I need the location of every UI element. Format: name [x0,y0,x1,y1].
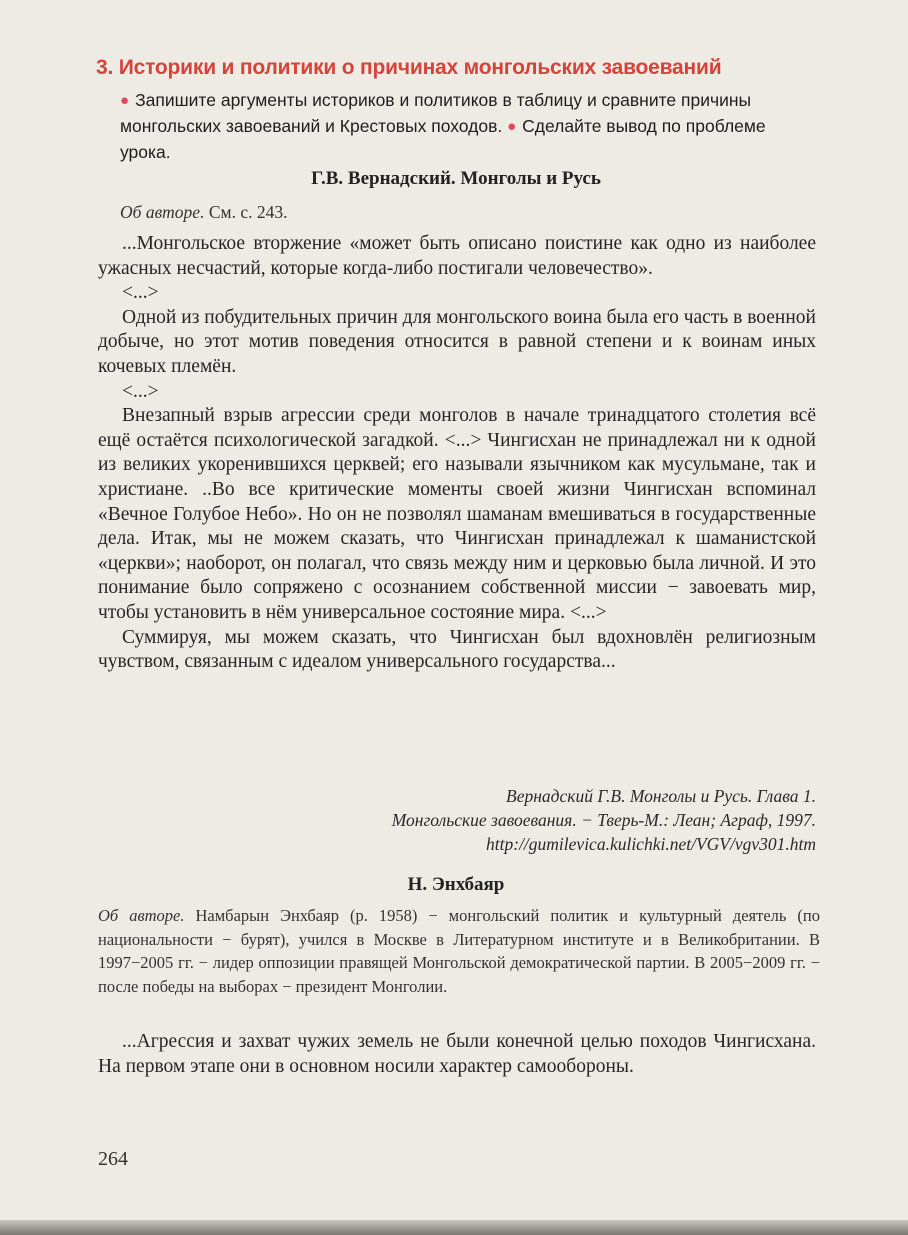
source-line: Монгольские завоевания. − Тверь-М.: Леан; Аграф, 1997. [391,810,816,830]
quote-paragraph: ...Агрессия и захват чужих земель не были конечной целью походов Чингисхана. На первом этапе они в основном носили характер самообороны. [98,1031,816,1077]
task-text-b: Сделайте вывод по проблеме урока. [120,116,766,162]
about-label: Об авторе. [98,906,185,925]
vernadsky-heading: Г.В. Вернадский. Монголы и Русь [311,168,601,189]
enkhbayar-about [98,904,820,998]
vernadsky-source [200,784,816,856]
source-link: http://gumilevica.kulichki.net/VGV/vgv301.htm [486,834,816,854]
page-edge-shadow [0,1220,908,1235]
about-label: Об авторе. [120,202,205,222]
about-text: Намбарын Энхбаяр (р. 1958) − монгольский политик и культурный деятель (по национальности − бурят), учился в Москве в Литературном институте и в Великобритании. В 1997−2005 гг. − лидер оппозиции правящей Монгольской демократической партии. В 2005−2009 гг. − после победы на выборах − президент Монголии. [98,906,820,996]
section-title: 3. Историки и политики о причинах монгольских завоеваний [96,56,722,79]
quote-ellipsis: <...> [122,380,159,402]
quote-ellipsis: <...> [122,282,159,304]
quote-paragraph: Суммируя, мы можем сказать, что Чингисхан был вдохновлён религиозным чувством, связанным с идеалом универсального государства... [98,626,816,673]
about-text: См. с. 243. [204,202,288,222]
quote-paragraph: Внезапный взрыв агрессии среди монголов в начале тринадцатого столетия всё ещё остаётся психологической загадкой. <...> Чингисхан не принадлежал ни к одной из великих укоренившихся церквей; его называли язычником как мусульмане, так и христиане. ..Во все критические моменты своей жизни Чингисхан вспоминал «Вечное Голубое Небо». Но он не позволял шаманам вмешиваться в государственные дела. Итак, мы не можем сказать, что Чингисхан принадлежал к шаманистской «церкви»; наоборот, он полагал, что связь между ним и церковью была личной. И это понимание было сопряжено с осознанием собственной миссии − завоевать мир, чтобы установить в нём универсальное состояние мира. <...> [98,405,816,623]
enkhbayar-heading: Н. Энхбаяр [407,874,505,895]
page-number: 264 [98,1148,128,1170]
vernadsky-about [120,200,820,224]
task-instructions [120,88,820,164]
task-text-a: Запишите аргументы историков и политиков в таблицу и сравните причины монгольских завоеваний и Крестовых походов. [120,90,752,136]
vernadsky-quote [98,232,816,675]
enkhbayar-quote [98,1030,816,1079]
quote-paragraph: Одной из побудительных причин для монгольского воина была его часть в военной добыче, но этот мотив поведения относится в равной степени и к воинам иных кочевых племён. [98,306,816,377]
source-line: Вернадский Г.В. Монголы и Русь. Глава 1. [506,786,816,806]
bullet-icon: ● [120,92,130,109]
bullet-icon: ● [507,118,517,135]
quote-paragraph: ...Монгольское вторжение «может быть описано поистине как одно из наиболее ужасных несчастий, которые когда-либо постигали человечество». [98,233,816,279]
